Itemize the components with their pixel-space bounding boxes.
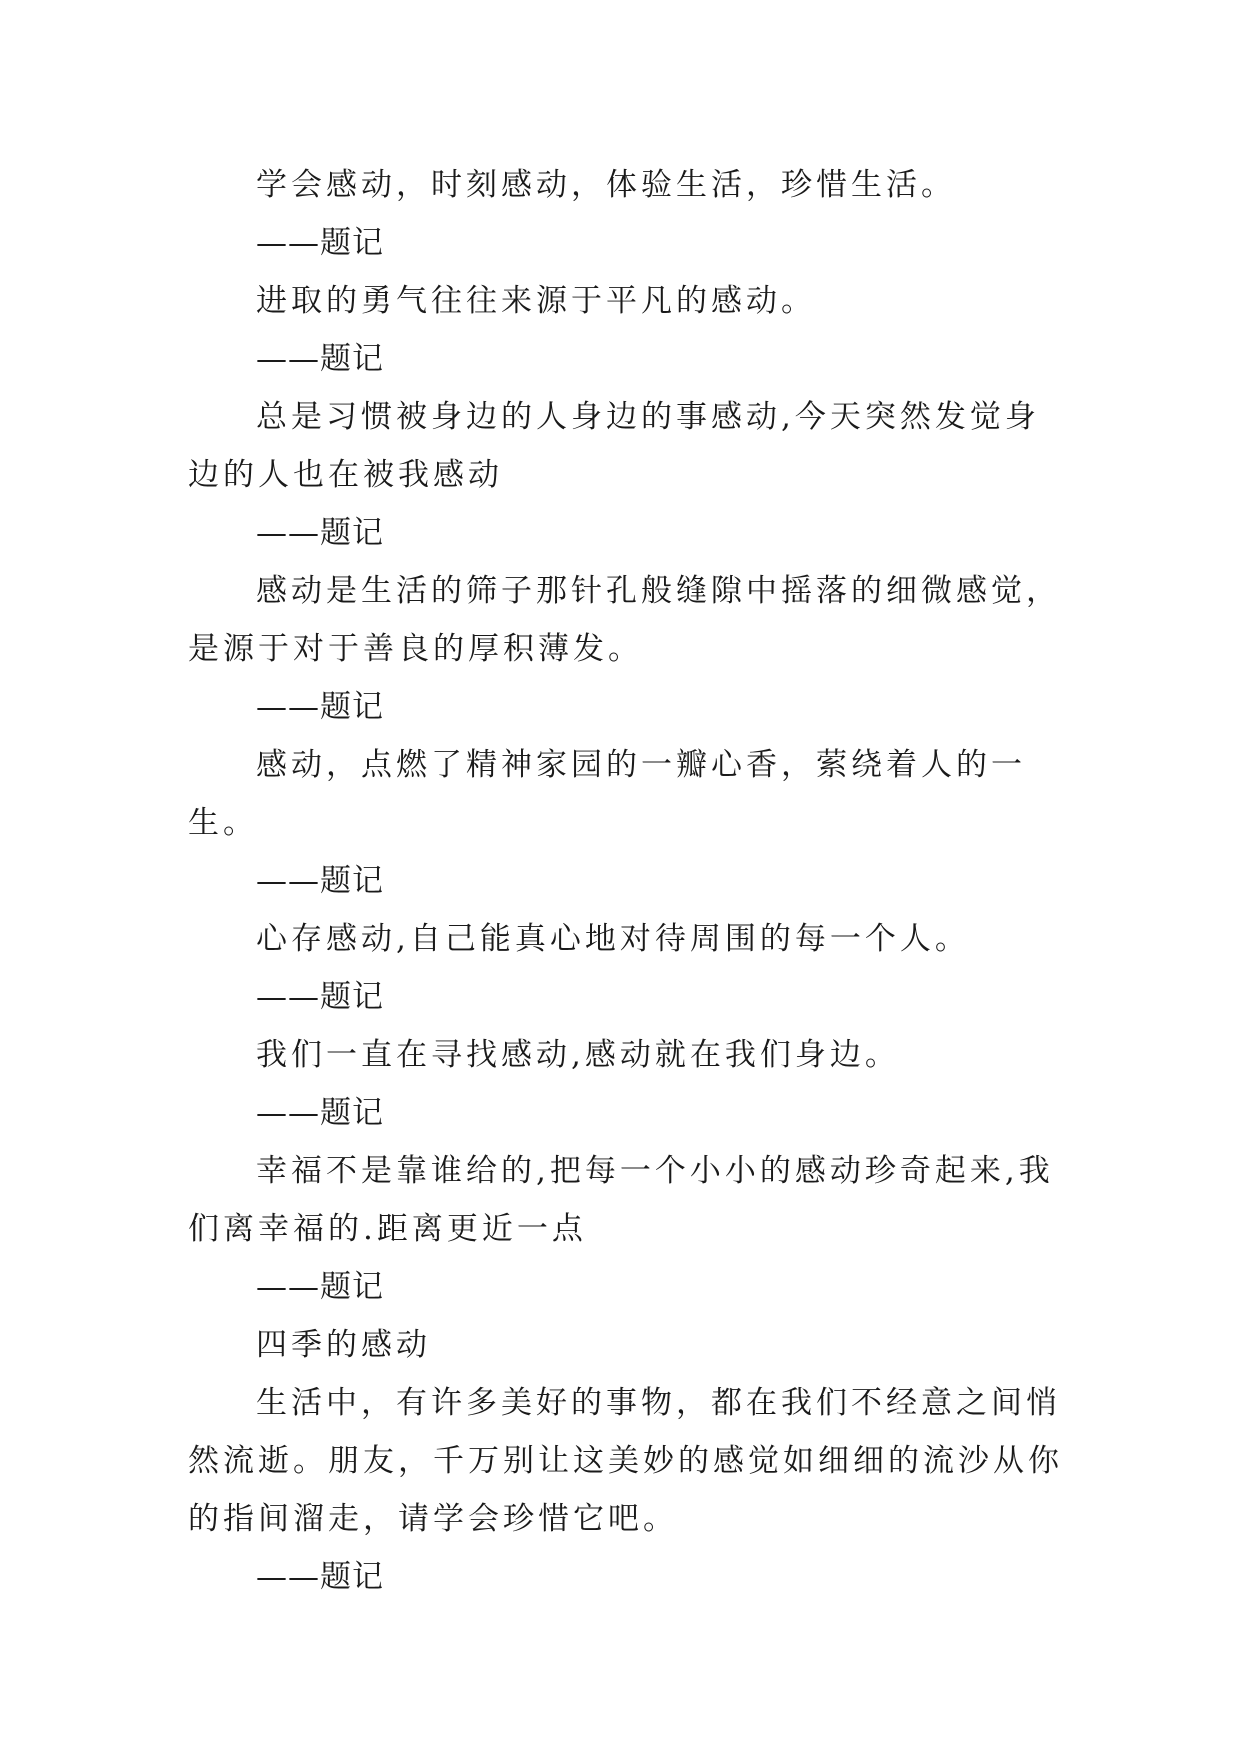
paragraph: 感动，点燃了精神家园的一瓣心香，萦绕着人的一生。 xyxy=(188,747,1026,841)
paragraph: 幸福不是靠谁给的,把每一个小小的感动珍奇起来,我们离幸福的.距离更近一点 xyxy=(188,1153,1054,1247)
paragraph: 总是习惯被身边的人身边的事感动,今天突然发觉身边的人也在被我感动 xyxy=(188,399,1040,493)
epigraph-attribution: ——题记 xyxy=(256,341,384,377)
paragraph: 学会感动，时刻感动，体验生活，珍惜生活。 xyxy=(256,167,956,203)
epigraph-attribution: ——题记 xyxy=(256,689,384,725)
section-heading: 四季的感动 xyxy=(256,1327,431,1363)
epigraph-attribution: ——题记 xyxy=(256,1269,384,1305)
paragraph: 我们一直在寻找感动,感动就在我们身边。 xyxy=(256,1037,900,1073)
epigraph-attribution: ——题记 xyxy=(256,1559,384,1595)
paragraph: 进取的勇气往往来源于平凡的感动。 xyxy=(256,283,816,319)
paragraph: 生活中，有许多美好的事物，都在我们不经意之间悄然流逝。朋友，千万别让这美妙的感觉如细细的流沙从你的指间溜走，请学会珍惜它吧。 xyxy=(188,1385,1063,1537)
paragraph: 心存感动,自己能真心地对待周围的每一个人。 xyxy=(256,921,970,957)
epigraph-attribution: ——题记 xyxy=(256,515,384,551)
epigraph-attribution: ——题记 xyxy=(256,863,384,899)
epigraph-attribution: ——题记 xyxy=(256,1095,384,1131)
epigraph-attribution: ——题记 xyxy=(256,225,384,261)
document-body xyxy=(188,156,1064,1606)
paragraph: 感动是生活的筛子那针孔般缝隙中摇落的细微感觉，是源于对于善良的厚积薄发。 xyxy=(188,573,1061,667)
epigraph-attribution: ——题记 xyxy=(256,979,384,1015)
